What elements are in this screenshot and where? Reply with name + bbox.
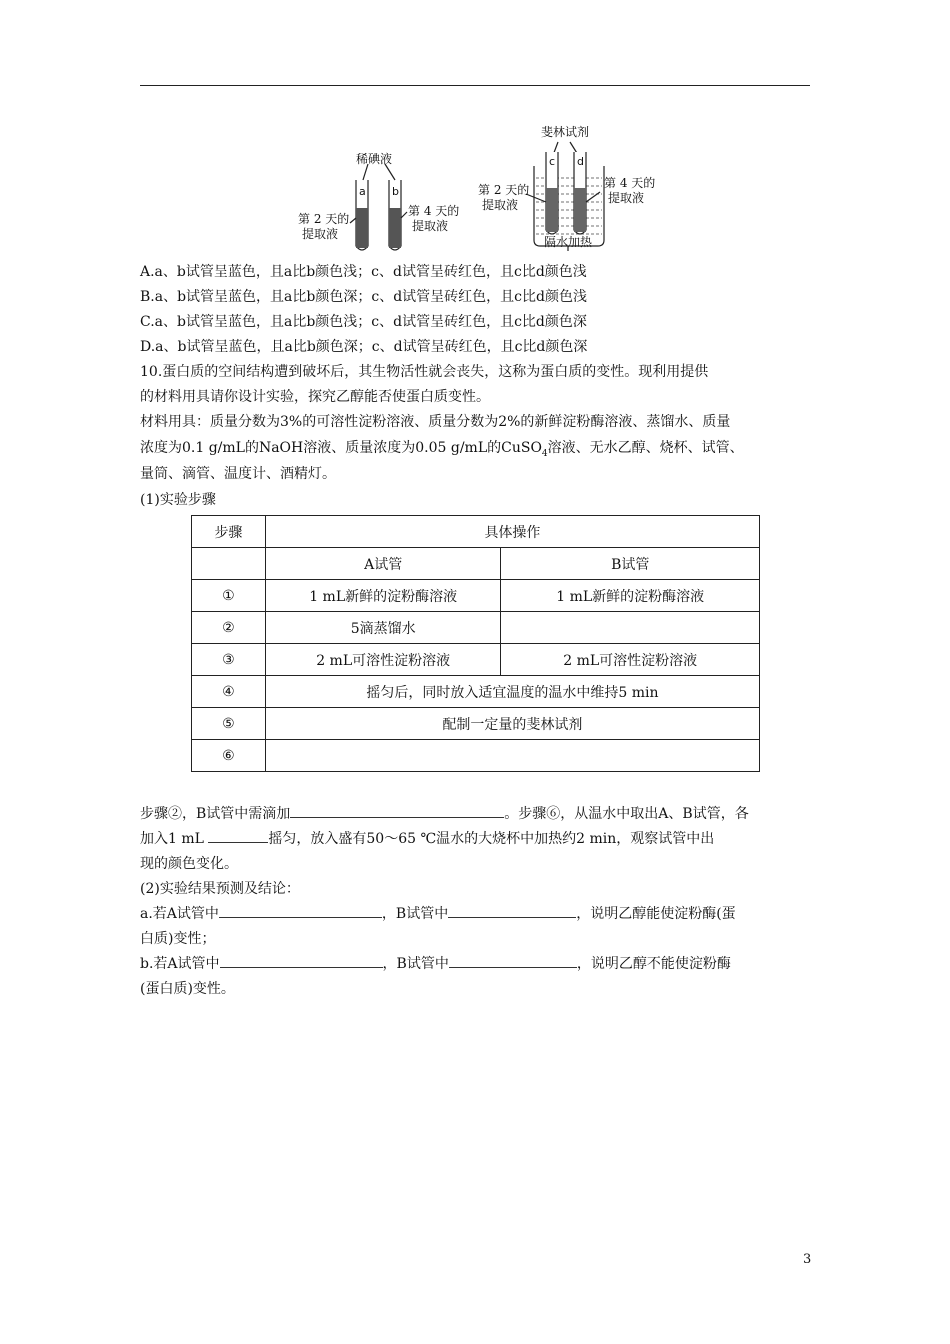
answer-blank-b-tube-a[interactable] [220, 953, 383, 968]
tube-a-cell: 2 mL可溶性淀粉溶液 [265, 644, 501, 676]
tube-d-label: d [577, 155, 584, 168]
right-day2-label-1: 第 2 天的 [478, 183, 530, 197]
result-b-line-1 [140, 952, 731, 976]
answer-blank-reagent[interactable] [208, 828, 268, 843]
tube-b-cell: 1 mL新鲜的淀粉酶溶液 [501, 580, 760, 612]
header-rule [140, 85, 810, 86]
result-b-line-2: (蛋白质)变性。 [140, 981, 235, 997]
materials-line-2-sub: 4 [541, 448, 548, 459]
result-b-1b: ，B试管中 [382, 956, 449, 972]
result-a-1c: ，说明乙醇能使淀粉酶(蛋 [576, 906, 736, 922]
table-row [192, 676, 760, 708]
option-d: D.a、b试管呈蓝色，且a比b颜色深；c、d试管呈砖红色，且c比d颜色深 [140, 339, 588, 355]
step-text-1a: 步骤②，B试管中需滴加 [140, 806, 291, 822]
materials-line-1: 材料用具：质量分数为3%的可溶性淀粉溶液、质量分数为2%的新鲜淀粉酶溶液、蒸馏水、质量 [140, 414, 731, 430]
header-tube-a: A试管 [265, 548, 501, 580]
left-day4-label-2: 提取液 [412, 219, 449, 233]
tube-a-label: a [359, 185, 366, 198]
step-cell: ④ [192, 676, 266, 708]
left-day2-label-2: 提取液 [302, 227, 339, 241]
tube-b-cell [501, 612, 760, 644]
step-text-1b: 。步骤⑥，从温水中取出A、B试管，各 [504, 806, 749, 822]
option-c: C.a、b试管呈蓝色，且a比b颜色浅；c、d试管呈砖红色，且c比d颜色深 [140, 314, 587, 330]
tube-b-cell: 2 mL可溶性淀粉溶液 [501, 644, 760, 676]
step-text-2 [140, 827, 714, 851]
fehling-label: 斐林试剂 [541, 125, 590, 139]
step-text-3: 现的颜色变化。 [140, 856, 238, 872]
header-operation: 具体操作 [265, 516, 759, 548]
header-step: 步骤 [192, 516, 266, 548]
tube-c-label: c [549, 155, 556, 168]
step-cell: ⑥ [192, 740, 266, 772]
result-a-line-1 [140, 902, 736, 926]
answer-blank-a-tube-b[interactable] [448, 903, 576, 918]
step-cell: ③ [192, 644, 266, 676]
left-day2-label-1: 第 2 天的 [298, 212, 350, 226]
water-bath-label: 隔水加热 [544, 235, 593, 249]
answer-blank-step2[interactable] [290, 803, 504, 818]
result-b-1c: ，说明乙醇不能使淀粉酶 [576, 956, 731, 972]
result-b-1a: b.若A试管中 [140, 956, 220, 972]
left-day4-label-1: 第 4 天的 [408, 204, 460, 218]
step-text-1 [140, 802, 749, 826]
answer-blank-b-tube-b[interactable] [449, 953, 577, 968]
table-row [192, 740, 760, 772]
header-tube-b: B试管 [501, 548, 760, 580]
iodine-tubes-diagram [350, 164, 407, 250]
q10-intro-1: 10.蛋白质的空间结构遭到破坏后，其生物活性就会丧失，这称为蛋白质的变性。现利用提供 [140, 364, 709, 380]
tube-a-cell: 1 mL新鲜的淀粉酶溶液 [265, 580, 501, 612]
merged-cell: 摇匀后，同时放入适宜温度的温水中维持5 min [265, 676, 759, 708]
materials-line-3: 量筒、滴管、温度计、酒精灯。 [140, 466, 336, 482]
iodine-label: 稀碘液 [356, 152, 393, 166]
table-row [192, 580, 760, 612]
tube-a-cell: 5滴蒸馏水 [265, 612, 501, 644]
page-number: 3 [803, 1252, 812, 1267]
result-a-1a: a.若A试管中 [140, 906, 219, 922]
option-b: B.a、b试管呈蓝色，且a比b颜色深；c、d试管呈砖红色，且c比d颜色浅 [140, 289, 587, 305]
result-a-1b: ，B试管中 [381, 906, 449, 922]
step-text-2a: 加入1 mL [140, 831, 209, 847]
right-day4-label-2: 提取液 [608, 191, 645, 205]
right-day4-label-1: 第 4 天的 [604, 176, 656, 190]
part2-title: (2)实验结果预测及结论： [140, 881, 300, 897]
table-row [192, 612, 760, 644]
part1-title: (1)实验步骤 [140, 492, 216, 508]
table-row [192, 644, 760, 676]
merged-cell [265, 740, 759, 772]
steps-table [191, 515, 760, 772]
materials-line-2-post: 溶液、无水乙醇、烧杯、试管、 [547, 440, 744, 456]
option-a: A.a、b试管呈蓝色，且a比b颜色浅；c、d试管呈砖红色，且c比d颜色浅 [140, 264, 587, 280]
merged-cell: 配制一定量的斐林试剂 [265, 708, 759, 740]
table-row [192, 708, 760, 740]
materials-line-2-pre: 浓度为0.1 g/mL的NaOH溶液、质量浓度为0.05 g/mL的CuSO [140, 440, 542, 456]
header-empty [192, 548, 266, 580]
result-a-line-2: 白质)变性； [140, 931, 216, 947]
q10-intro-2: 的材料用具请你设计实验，探究乙醇能否使蛋白质变性。 [140, 389, 490, 405]
step-cell: ① [192, 580, 266, 612]
step-cell: ⑤ [192, 708, 266, 740]
step-text-2b: 摇匀，放入盛有50～65 ℃温水的大烧杯中加热约2 min，观察试管中出 [268, 831, 715, 847]
right-day2-label-2: 提取液 [482, 198, 519, 212]
tube-b-label: b [392, 185, 399, 198]
step-cell: ② [192, 612, 266, 644]
answer-blank-a-tube-a[interactable] [219, 903, 382, 918]
